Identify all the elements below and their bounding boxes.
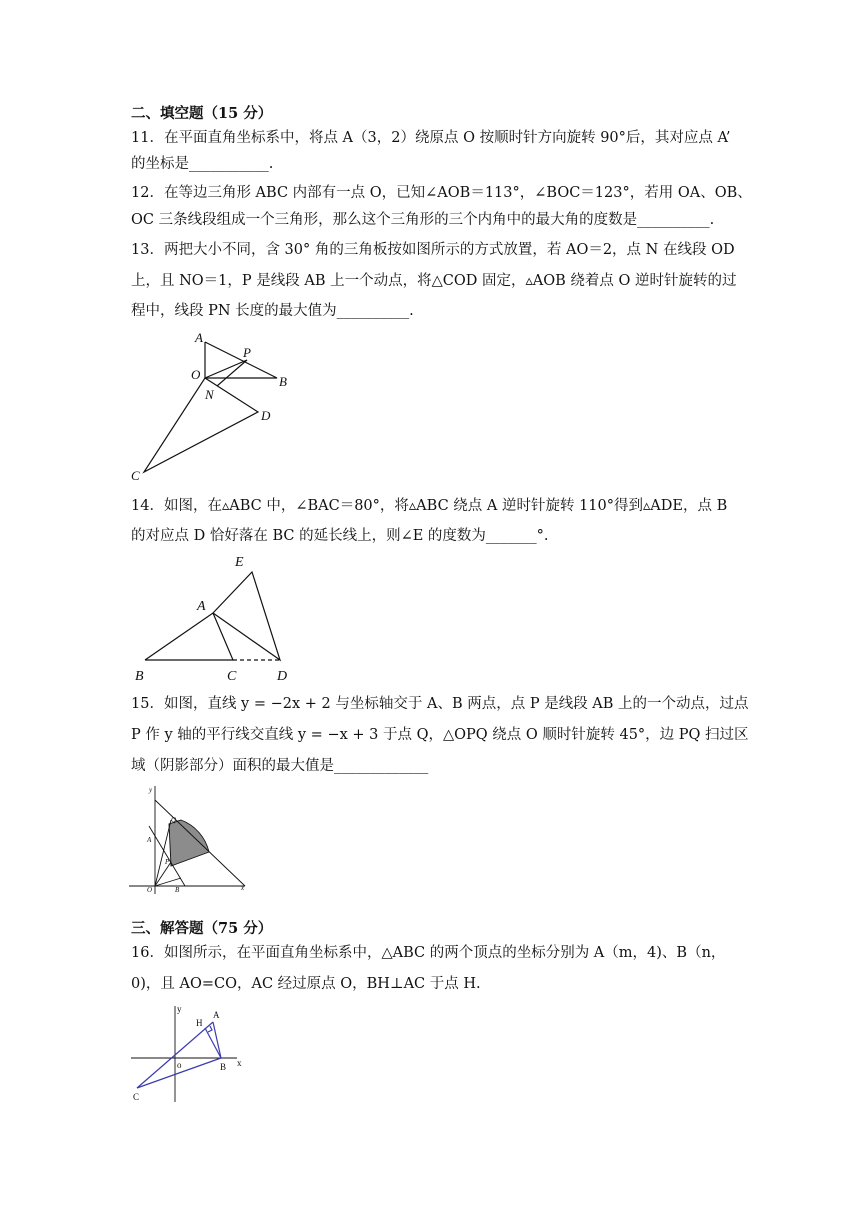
- q16-figure: [125, 1002, 255, 1107]
- q14-label-e: E: [235, 555, 244, 570]
- q16-label-o: o: [177, 1060, 182, 1070]
- q13-triangle-cod: [144, 378, 258, 472]
- q15-label-q: Q: [171, 816, 177, 824]
- section-title-solve: 三、解答题（75 分）: [131, 920, 273, 937]
- q14-triangle-ade: [213, 572, 280, 660]
- q15-label-b: B: [175, 886, 180, 894]
- q16-segment-ab: [213, 1022, 221, 1058]
- q15-label-p: P: [165, 858, 170, 866]
- q13-label-a: A: [195, 330, 203, 345]
- q15-figure: [125, 782, 255, 897]
- q14-label-b: B: [135, 669, 144, 684]
- q12-line-2: OC 三条线段组成一个三角形，那么这个三角形的三个内角中的最大角的度数是__________.: [131, 212, 715, 228]
- q13-segment-pn: [217, 360, 247, 386]
- q13-segment-op: [205, 360, 247, 378]
- q16-line-2: 0)，且 AO=CO，AC 经过原点 O，BH⊥AC 于点 H.: [131, 976, 481, 992]
- q16-right-angle-mark: [208, 1026, 212, 1032]
- q14-label-c: C: [227, 669, 237, 684]
- q13-figure: [125, 330, 305, 480]
- q14-label-a: A: [197, 599, 206, 614]
- q14-line-1: 14．如图，在▵ABC 中，∠BAC＝80°，将▵ABC 绕点 A 逆时针旋转 110°得到▵ADE，点 B: [131, 498, 728, 514]
- q15-line-1: 15．如图，直线 y = −2x + 2 与坐标轴交于 A、B 两点，点 P 是线段 AB 上的一个动点，过点: [131, 696, 749, 712]
- q15-segment-oq: [155, 820, 171, 886]
- q13-label-n: N: [205, 387, 214, 402]
- q16-label-c: C: [133, 1092, 140, 1102]
- q16-label-x: x: [237, 1058, 242, 1068]
- q15-label-a: A: [147, 836, 152, 844]
- q11-line-2: 的坐标是___________.: [131, 156, 274, 172]
- q14-line-2: 的对应点 D 恰好落在 BC 的延长线上，则∠E 的度数为_______°.: [131, 528, 549, 544]
- q13-line-2: 上，且 NO＝1，P 是线段 AB 上一个动点，将△COD 固定，▵AOB 绕着点 O 逆时针旋转的过: [131, 273, 737, 289]
- section-title-fill-blank: 二、填空题（15 分）: [131, 105, 273, 122]
- q12-line-1: 12．在等边三角形 ABC 内部有一点 O，已知∠AOB＝113°，∠BOC＝123°，若用 OA、OB、: [131, 185, 752, 201]
- q13-label-c: C: [131, 468, 140, 480]
- q15-line-2: P 作 y 轴的平行线交直线 y = −x + 3 于点 Q，△OPQ 绕点 O 顺时针旋转 45°，边 PQ 扫过区: [131, 727, 749, 743]
- q14-triangle-abc: [145, 613, 233, 660]
- q15-line-3: 域（阴影部分）面积的最大值是_____________: [131, 758, 429, 774]
- q14-label-d: D: [277, 669, 288, 684]
- q15-shaded-region: [169, 820, 209, 866]
- q13-label-d: D: [261, 408, 271, 423]
- q15-label-y: y: [149, 786, 153, 794]
- q13-line-3: 程中，线段 PN 长度的最大值为__________.: [131, 303, 414, 319]
- q13-line-1: 13．两把大小不同，含 30° 角的三角板按如图所示的方式放置，若 AO＝2，点 N 在线段 OD: [131, 242, 735, 258]
- q16-label-h: H: [196, 1018, 203, 1028]
- q16-label-b: B: [220, 1062, 227, 1072]
- q15-line-q: [155, 800, 245, 886]
- q15-label-x: x: [241, 884, 245, 892]
- q16-line-1: 16．如图所示，在平面直角坐标系中，△ABC 的两个顶点的坐标分别为 A（m，4)、B（n，: [131, 945, 726, 961]
- q13-label-o: O: [191, 367, 201, 382]
- q13-label-p: P: [243, 345, 251, 360]
- q16-segment-bh: [205, 1028, 221, 1058]
- q15-segment-rotated: [155, 878, 181, 886]
- q11-line-1: 11．在平面直角坐标系中，将点 A（3，2）绕原点 O 按顺时针方向旋转 90°后，其对应点 A’: [131, 130, 731, 146]
- q13-label-b: B: [279, 374, 287, 389]
- q16-label-a: A: [213, 1010, 220, 1020]
- q16-label-y: y: [177, 1004, 182, 1014]
- q13-triangle-aob: [205, 342, 277, 378]
- q15-label-o: O: [147, 886, 153, 894]
- q14-figure: [125, 550, 305, 685]
